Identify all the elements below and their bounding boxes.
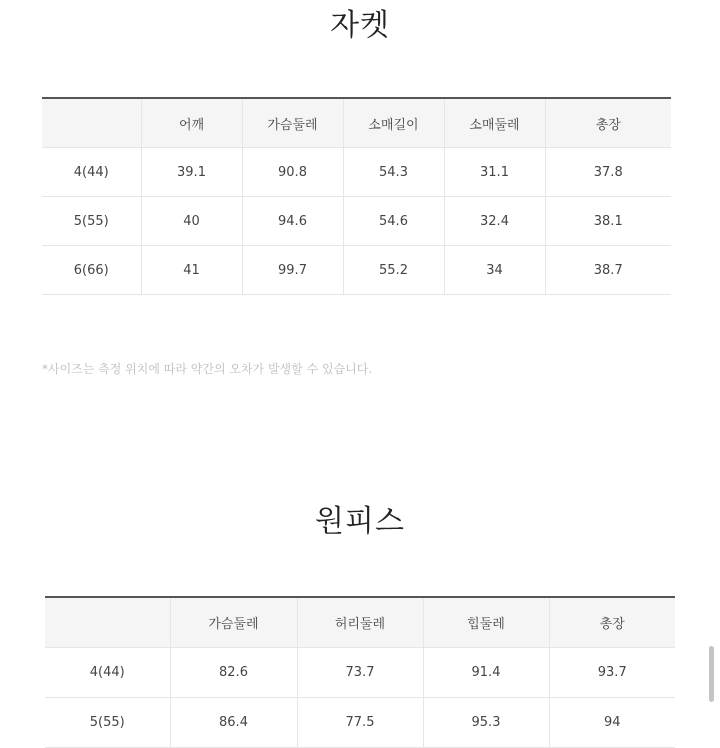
table-cell: 93.7 (549, 648, 675, 698)
table-cell: 38.1 (545, 197, 671, 246)
table-row (45, 648, 675, 698)
dress-size-table (45, 596, 675, 748)
table-cell: 41 (141, 246, 242, 295)
header-cell-hip: 힙둘레 (423, 597, 549, 648)
table-cell: 37.8 (545, 148, 671, 197)
table-cell: 6(66) (42, 246, 141, 295)
header-cell-size (45, 597, 170, 648)
table-cell: 4(44) (42, 148, 141, 197)
jacket-section-title: 자켓 (330, 8, 390, 43)
table-cell: 99.7 (242, 246, 343, 295)
table-cell: 91.4 (423, 648, 549, 698)
table-cell: 31.1 (444, 148, 545, 197)
header-cell-sleeve-width: 소매둘레 (444, 98, 545, 148)
header-cell-size (42, 98, 141, 148)
table-cell: 55.2 (343, 246, 444, 295)
size-disclaimer-note: *사이즈는 측정 위치에 따라 약간의 오차가 발생할 수 있습니다. (42, 362, 373, 376)
table-cell: 54.3 (343, 148, 444, 197)
table-cell: 5(55) (45, 698, 170, 748)
table-cell: 54.6 (343, 197, 444, 246)
table-cell: 82.6 (170, 648, 297, 698)
jacket-size-table (42, 97, 671, 295)
table-cell: 34 (444, 246, 545, 295)
header-cell-total-length: 총장 (545, 98, 671, 148)
table-cell: 38.7 (545, 246, 671, 295)
table-row (42, 148, 671, 197)
dress-section-title: 원피스 (315, 504, 405, 539)
header-cell-waist: 허리둘레 (297, 597, 423, 648)
header-cell-shoulder: 어깨 (141, 98, 242, 148)
table-cell: 32.4 (444, 197, 545, 246)
header-cell-total-length: 총장 (549, 597, 675, 648)
table-cell: 86.4 (170, 698, 297, 748)
header-cell-sleeve-length: 소매길이 (343, 98, 444, 148)
table-cell: 94 (549, 698, 675, 748)
table-cell: 40 (141, 197, 242, 246)
table-header-row (42, 98, 671, 148)
vertical-scrollbar[interactable] (709, 646, 714, 702)
table-cell: 90.8 (242, 148, 343, 197)
table-cell: 77.5 (297, 698, 423, 748)
header-cell-chest: 가슴둘레 (170, 597, 297, 648)
table-header-row (45, 597, 675, 648)
table-cell: 95.3 (423, 698, 549, 748)
table-row (42, 197, 671, 246)
table-row (45, 698, 675, 748)
table-cell: 73.7 (297, 648, 423, 698)
table-cell: 4(44) (45, 648, 170, 698)
table-cell: 39.1 (141, 148, 242, 197)
table-cell: 5(55) (42, 197, 141, 246)
table-row (42, 246, 671, 295)
table-cell: 94.6 (242, 197, 343, 246)
header-cell-chest: 가슴둘레 (242, 98, 343, 148)
